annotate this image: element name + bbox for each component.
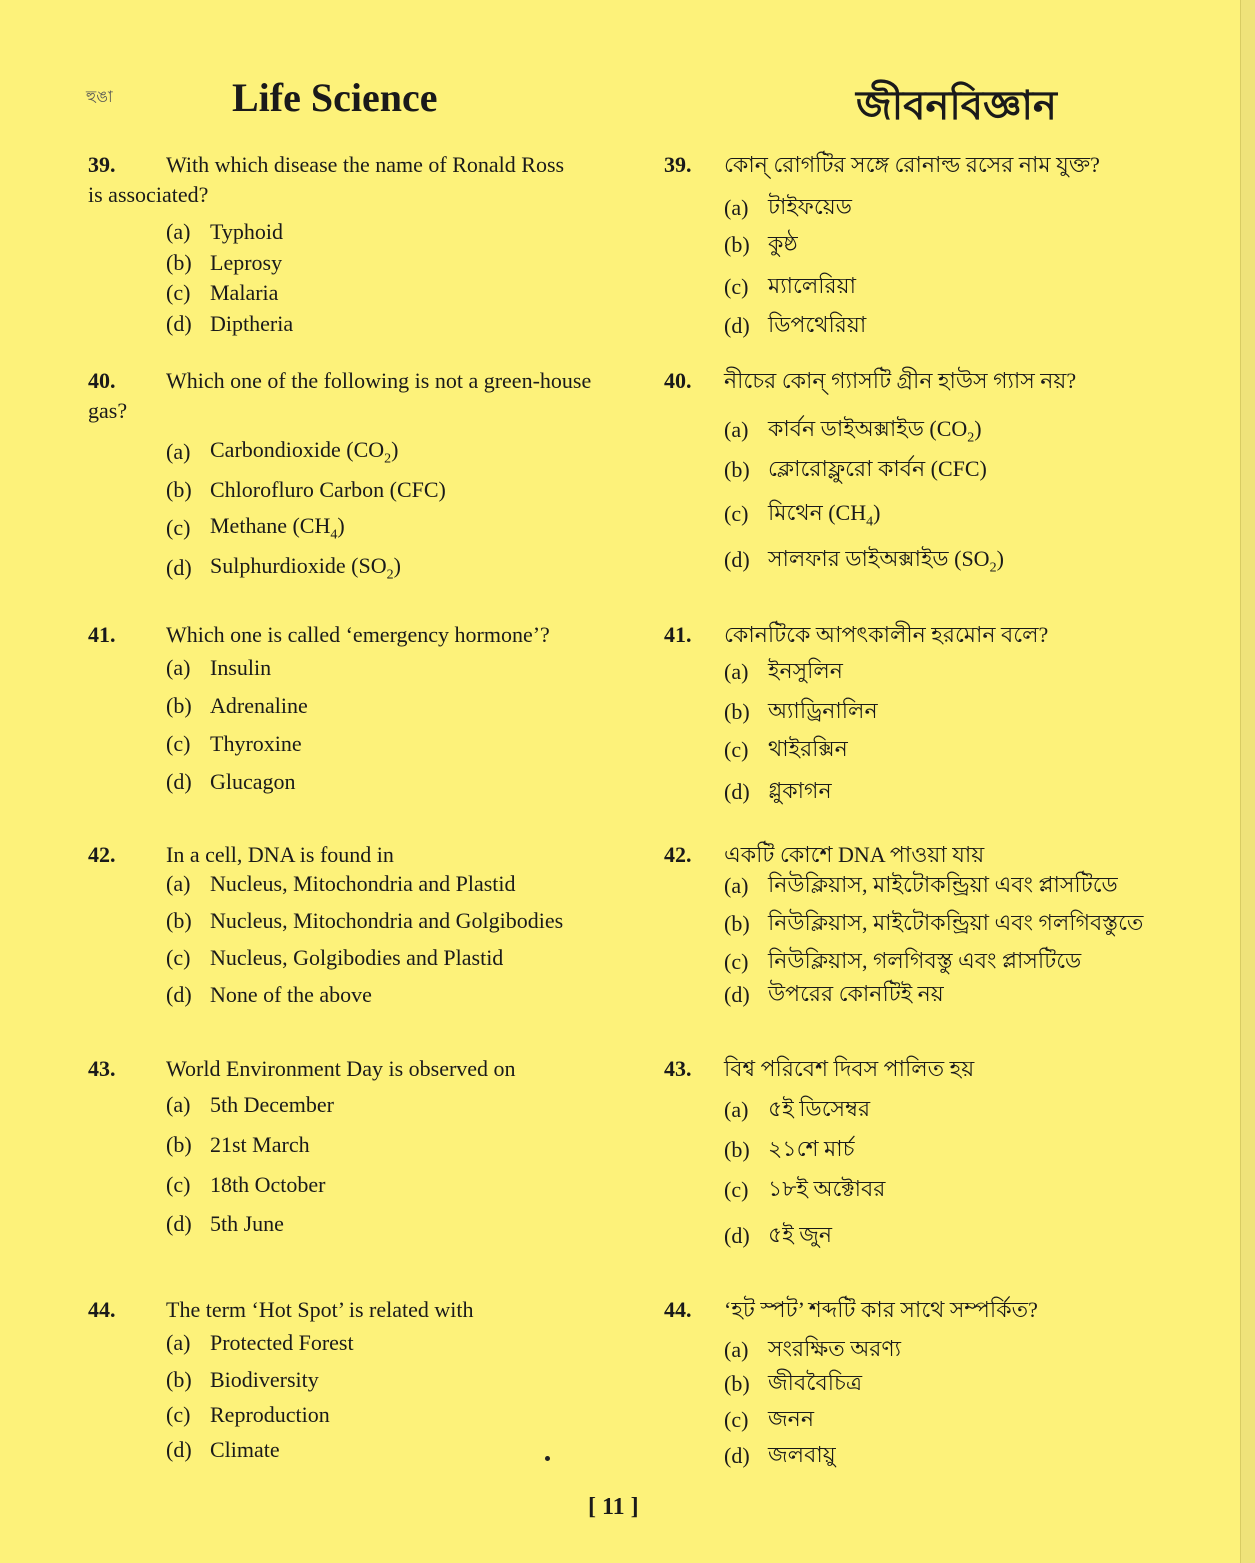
option-label: (a) bbox=[724, 659, 749, 684]
option-label: (c) bbox=[166, 731, 191, 756]
option-label: (c) bbox=[166, 1402, 191, 1427]
option-text: কুষ্ঠ bbox=[768, 230, 798, 256]
option-label: (c) bbox=[724, 501, 749, 526]
option-label: (a) bbox=[724, 1337, 749, 1362]
option-d bbox=[166, 1208, 284, 1240]
option-text: Glucagon bbox=[210, 769, 296, 794]
option-label: (d) bbox=[724, 982, 750, 1007]
option-label: (d) bbox=[166, 311, 192, 336]
question-text-continued: gas? bbox=[88, 398, 128, 423]
option-text: Nucleus, Mitochondria and Plastid bbox=[210, 871, 516, 896]
option-text: অ্যাড্রিনালিন bbox=[768, 697, 878, 723]
option-label: (b) bbox=[724, 1137, 750, 1162]
option-text: গ্লুকাগন bbox=[768, 777, 832, 803]
option-label: (d) bbox=[166, 1437, 192, 1462]
option-label: (c) bbox=[724, 1177, 749, 1202]
option-b bbox=[166, 905, 563, 937]
question-text: With which disease the name of Ronald Ross bbox=[166, 152, 565, 177]
option-text: Protected Forest bbox=[210, 1330, 354, 1355]
option-c bbox=[166, 942, 503, 974]
option-b bbox=[724, 229, 798, 261]
en-question-40 bbox=[88, 366, 608, 426]
option-label: (a) bbox=[166, 219, 191, 244]
option-d bbox=[166, 766, 296, 798]
option-text: জনন bbox=[768, 1405, 814, 1431]
option-b bbox=[724, 1368, 862, 1400]
option-a bbox=[724, 1094, 870, 1126]
option-text: সংরক্ষিত অরণ্য bbox=[768, 1335, 902, 1361]
option-label: (b) bbox=[166, 250, 192, 275]
option-text: Malaria bbox=[210, 280, 279, 305]
en-question-43 bbox=[88, 1054, 608, 1084]
option-text: Reproduction bbox=[210, 1402, 330, 1427]
question-number: 40. bbox=[88, 368, 116, 393]
option-text: 5th June bbox=[210, 1211, 284, 1236]
option-d bbox=[724, 310, 866, 342]
question-text: নীচের কোন্ গ্যাসটি গ্রীন হাউস গ্যাস নয়? bbox=[724, 368, 1077, 393]
option-text: ৫ই জুন bbox=[768, 1221, 833, 1247]
option-d bbox=[166, 308, 293, 340]
question-number: 43. bbox=[88, 1056, 116, 1081]
option-text: জলবায়ু bbox=[768, 1441, 836, 1467]
en-question-44 bbox=[88, 1295, 608, 1325]
option-label: (c) bbox=[166, 945, 191, 970]
option-text: Typhoid bbox=[210, 219, 284, 244]
option-a bbox=[166, 652, 271, 684]
option-label: (a) bbox=[166, 439, 191, 464]
option-label: (b) bbox=[166, 477, 192, 502]
option-text: নিউক্লিয়াস, মাইটোকন্ড্রিয়া এবং গলগিবস্তুতে bbox=[768, 909, 1144, 935]
question-text: ‘হট স্পট’ শব্দটি কার সাথে সম্পর্কিত? bbox=[724, 1297, 1038, 1322]
option-label: (b) bbox=[166, 908, 192, 933]
option-b bbox=[166, 474, 446, 506]
bn-question-42 bbox=[664, 840, 1144, 870]
option-label: (a) bbox=[166, 1092, 191, 1117]
option-d bbox=[724, 776, 832, 808]
title-english: Life Science bbox=[232, 75, 438, 120]
option-text: থাইরক্সিন bbox=[768, 735, 848, 761]
option-a bbox=[724, 870, 1118, 902]
option-text: Climate bbox=[210, 1437, 280, 1462]
option-text: None of the above bbox=[210, 982, 372, 1007]
question-number: 42. bbox=[664, 842, 692, 867]
option-b bbox=[166, 1129, 310, 1161]
option-c bbox=[724, 1404, 814, 1436]
en-question-42 bbox=[88, 840, 608, 870]
option-d bbox=[166, 552, 401, 584]
option-text: Leprosy bbox=[210, 250, 283, 275]
option-d bbox=[724, 1440, 836, 1472]
option-text: জীববৈচিত্র bbox=[768, 1369, 863, 1395]
option-b bbox=[166, 690, 308, 722]
option-text: Sulphurdioxide $(SO_2)$ bbox=[210, 552, 401, 583]
option-label: (c) bbox=[724, 274, 749, 299]
option-label: (c) bbox=[724, 737, 749, 762]
option-label: (a) bbox=[724, 195, 749, 220]
question-text: একটি কোশে DNA পাওয়া যায় bbox=[724, 842, 985, 867]
bn-question-39 bbox=[664, 150, 1144, 180]
option-text: নিউক্লিয়াস, মাইটোকন্ড্রিয়া এবং প্লাসটিডে bbox=[768, 871, 1118, 897]
option-text: Chlorofluro Carbon (CFC) bbox=[210, 477, 446, 502]
option-c bbox=[166, 1399, 330, 1431]
option-text: 5th December bbox=[210, 1092, 334, 1117]
question-number: 41. bbox=[664, 622, 692, 647]
question-number: 44. bbox=[664, 1297, 692, 1322]
option-a bbox=[166, 1327, 354, 1359]
en-question-41 bbox=[88, 620, 608, 650]
option-label: (c) bbox=[724, 949, 749, 974]
option-text: উপরের কোনটিই নয় bbox=[768, 980, 944, 1006]
question-text-continued: is associated? bbox=[88, 182, 209, 207]
option-a bbox=[724, 656, 843, 688]
question-text: Which one is called ‘emergency hormone’? bbox=[166, 622, 550, 647]
option-c bbox=[166, 728, 302, 760]
option-label: (c) bbox=[166, 515, 191, 540]
option-label: (a) bbox=[724, 1097, 749, 1122]
option-text: Methane $(CH_4)$ bbox=[210, 512, 345, 543]
option-c bbox=[166, 277, 278, 309]
option-text: Nucleus, Golgibodies and Plastid bbox=[210, 945, 504, 970]
bn-question-40 bbox=[664, 366, 1144, 396]
option-text: ১৮ই অক্টোবর bbox=[768, 1175, 886, 1201]
option-label: (d) bbox=[166, 1211, 192, 1236]
option-b bbox=[724, 454, 987, 486]
option-text: কার্বন ডাইঅক্সাইড $(CO_2)$ bbox=[768, 415, 982, 445]
corner-mark: হুঙা bbox=[86, 89, 113, 106]
option-d bbox=[724, 979, 944, 1011]
option-label: (b) bbox=[724, 911, 750, 936]
title-bengali: জীবনবিজ্ঞান bbox=[856, 83, 1057, 128]
option-label: (b) bbox=[724, 232, 750, 257]
option-label: (a) bbox=[166, 871, 191, 896]
option-c bbox=[724, 946, 1081, 978]
option-label: (b) bbox=[166, 1367, 192, 1392]
question-text: কোনটিকে আপৎকালীন হরমোন বলে? bbox=[724, 622, 1049, 647]
option-d bbox=[724, 544, 1004, 576]
option-d bbox=[166, 1434, 280, 1466]
option-label: (d) bbox=[724, 313, 750, 338]
en-question-39 bbox=[88, 150, 608, 210]
bn-question-41 bbox=[664, 620, 1144, 650]
bn-question-43 bbox=[664, 1054, 1144, 1084]
option-label: (d) bbox=[724, 1223, 750, 1248]
option-a bbox=[166, 216, 283, 248]
option-label: (b) bbox=[166, 693, 192, 718]
option-text: 18th October bbox=[210, 1172, 326, 1197]
option-text: Insulin bbox=[210, 655, 272, 680]
option-text: ডিপথেরিয়া bbox=[768, 311, 867, 337]
option-a bbox=[724, 414, 982, 446]
option-d bbox=[724, 1220, 832, 1252]
option-a bbox=[724, 1334, 901, 1366]
option-label: (a) bbox=[166, 655, 191, 680]
option-label: (c) bbox=[724, 1407, 749, 1432]
option-c bbox=[724, 498, 880, 530]
option-c bbox=[724, 1174, 885, 1206]
option-text: ৫ই ডিসেম্বর bbox=[768, 1095, 871, 1121]
question-text: বিশ্ব পরিবেশ দিবস পালিত হয় bbox=[724, 1056, 975, 1081]
option-label: (b) bbox=[724, 457, 750, 482]
page-number: [ 11 ] bbox=[588, 1494, 639, 1520]
option-text: ইনসুলিন bbox=[768, 657, 843, 683]
question-number: 39. bbox=[88, 152, 116, 177]
option-c bbox=[166, 1169, 325, 1201]
question-number: 39. bbox=[664, 152, 692, 177]
question-text: কোন্ রোগটির সঙ্গে রোনাল্ড রসের নাম যুক্ত? bbox=[724, 152, 1100, 177]
option-text: ২১শে মার্চ bbox=[768, 1135, 855, 1161]
option-d bbox=[166, 979, 372, 1011]
option-label: (a) bbox=[724, 417, 749, 442]
option-b bbox=[166, 1364, 319, 1396]
question-text: The term ‘Hot Spot’ is related with bbox=[166, 1297, 474, 1322]
option-text: Carbondioxide $(CO_2)$ bbox=[210, 436, 399, 467]
option-label: (d) bbox=[166, 555, 192, 580]
option-b bbox=[724, 908, 1143, 940]
option-text: ক্লোরোফ্লুরো কার্বন (CFC) bbox=[768, 455, 987, 481]
option-label: (d) bbox=[724, 547, 750, 572]
option-label: (c) bbox=[166, 280, 191, 305]
option-text: Biodiversity bbox=[210, 1367, 319, 1392]
option-text: ম্যালেরিয়া bbox=[768, 272, 856, 298]
question-text: Which one of the following is not a green-house bbox=[166, 368, 592, 393]
option-b bbox=[724, 696, 878, 728]
option-a bbox=[724, 192, 852, 224]
option-label: (b) bbox=[166, 1132, 192, 1157]
stray-dot bbox=[545, 1456, 550, 1461]
option-a bbox=[166, 436, 398, 468]
question-text: World Environment Day is observed on bbox=[166, 1056, 516, 1081]
option-label: (d) bbox=[724, 779, 750, 804]
option-label: (b) bbox=[724, 1371, 750, 1396]
option-b bbox=[724, 1134, 855, 1166]
option-text: সালফার ডাইঅক্সাইড $(SO_2)$ bbox=[768, 545, 1004, 575]
page-edge bbox=[1240, 0, 1255, 1563]
question-number: 43. bbox=[664, 1056, 692, 1081]
option-text: Adrenaline bbox=[210, 693, 308, 718]
option-b bbox=[166, 247, 282, 279]
question-number: 42. bbox=[88, 842, 116, 867]
option-text: নিউক্লিয়াস, গলগিবস্তু এবং প্লাসটিডে bbox=[768, 947, 1082, 973]
option-label: (d) bbox=[166, 769, 192, 794]
question-number: 40. bbox=[664, 368, 692, 393]
option-label: (a) bbox=[724, 873, 749, 898]
option-text: Nucleus, Mitochondria and Golgibodies bbox=[210, 908, 564, 933]
option-text: Thyroxine bbox=[210, 731, 302, 756]
option-label: (a) bbox=[166, 1330, 191, 1355]
option-label: (d) bbox=[166, 982, 192, 1007]
question-number: 44. bbox=[88, 1297, 116, 1322]
option-label: (d) bbox=[724, 1443, 750, 1468]
option-a bbox=[166, 1089, 334, 1121]
option-label: (c) bbox=[166, 1172, 191, 1197]
option-c bbox=[724, 271, 856, 303]
bn-question-44 bbox=[664, 1295, 1144, 1325]
option-label: (b) bbox=[724, 699, 750, 724]
option-text: মিথেন $(CH_4)$ bbox=[768, 499, 881, 529]
option-a bbox=[166, 868, 516, 900]
question-number: 41. bbox=[88, 622, 116, 647]
question-text: In a cell, DNA is found in bbox=[166, 842, 394, 867]
option-c bbox=[166, 512, 345, 544]
option-text: টাইফয়েড bbox=[768, 193, 852, 219]
option-text: Diptheria bbox=[210, 311, 294, 336]
option-text: 21st March bbox=[210, 1132, 310, 1157]
option-c bbox=[724, 734, 848, 766]
